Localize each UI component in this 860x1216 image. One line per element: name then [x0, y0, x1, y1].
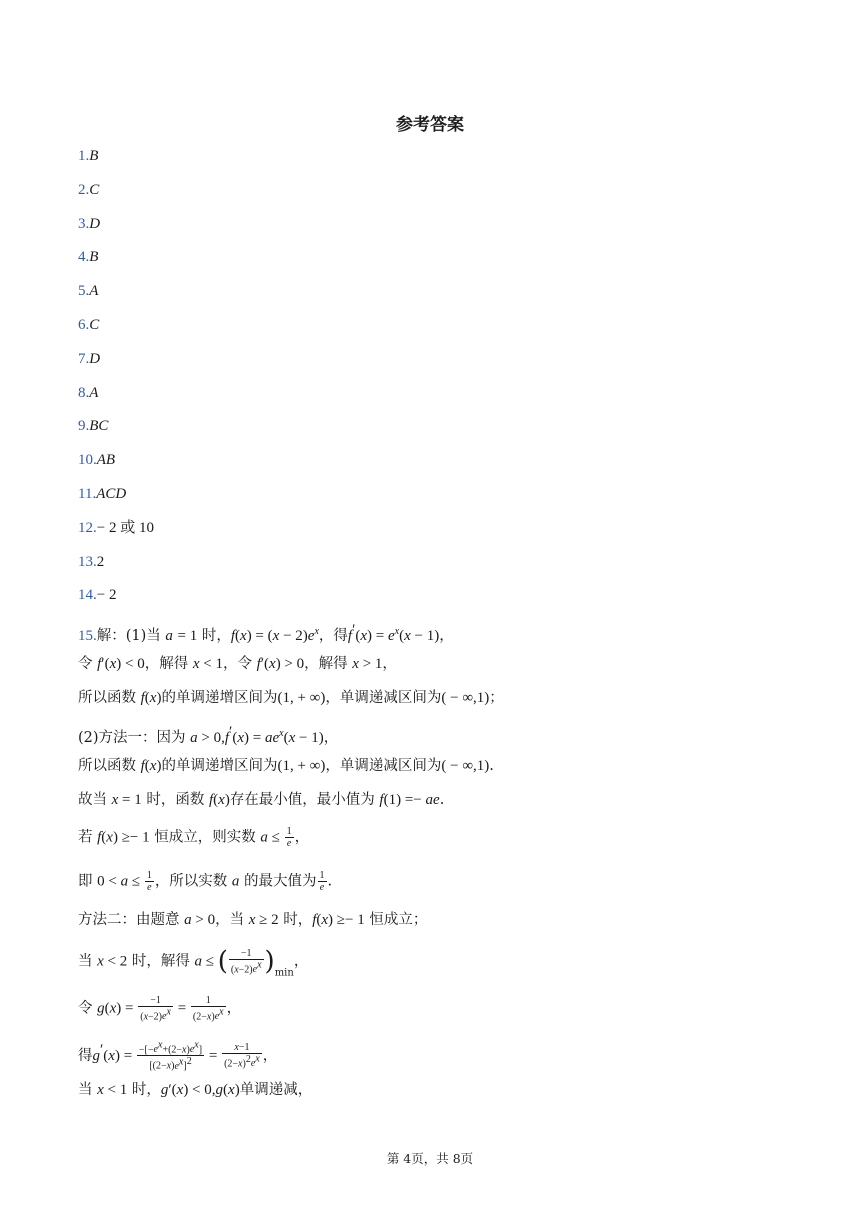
question-number: 13.	[78, 553, 97, 570]
q15-line-3: 所以函数 f(x)的单调递增区间为(1, + ∞)，单调递减区间为( − ∞,1)；	[78, 690, 504, 706]
answer-line	[78, 416, 108, 436]
answer-value: AB	[96, 452, 116, 469]
q15-line-7: 若 f(x) ≥− 1 恒成立，则实数 a ≤ $\frac{1}{e}$ ，	[78, 826, 310, 849]
question-number: 2.	[78, 181, 90, 198]
question-number: 4.	[78, 249, 90, 266]
answer-value: B	[89, 148, 99, 164]
answer-line	[78, 383, 98, 403]
question-number: 15.	[78, 627, 97, 644]
answer-line	[78, 315, 99, 335]
answer-line	[78, 281, 98, 301]
answer-line	[78, 518, 154, 538]
answer-value: ACD	[96, 486, 127, 502]
answer-value: − 2 或 10	[96, 519, 154, 536]
answer-line	[78, 552, 104, 572]
q15-line-1: 15.解：(1)当 a = 1 时，$f(x) = (x - 2)e^x$，得$f'(x) = e^x(x - 1)$，	[78, 622, 454, 644]
answer-line	[78, 247, 98, 267]
question-number: 6.	[78, 317, 90, 333]
question-number: 8.	[78, 384, 90, 401]
answer-value: C	[89, 317, 100, 333]
question-number: 11.	[78, 486, 97, 502]
answer-value: A	[89, 283, 99, 300]
answer-line	[78, 450, 115, 470]
q15-line-11: 令 g(x) = $\frac{-1}{(x-2)e^x}$ = $\frac{1}{(2-x)e^x}$ ，	[78, 995, 242, 1023]
q15-line-6: 故当 x = 1 时，函数 f(x)存在最小值，最小值为 f(1) =− ae.	[78, 792, 445, 808]
answer-line	[78, 180, 99, 200]
q15-line-4: (2)方法一：因为 $a > 0,f'(x) = ae^x(x - 1)$，	[78, 724, 339, 746]
answer-value: B	[89, 249, 99, 266]
question-number: 10.	[78, 452, 97, 469]
answer-value: D	[89, 350, 101, 367]
answer-line	[78, 585, 116, 605]
page-footer: 第 4页，共 8页	[386, 1151, 474, 1166]
question-number: 3.	[78, 215, 90, 232]
question-number: 9.	[78, 418, 90, 435]
answer-line	[78, 214, 100, 234]
question-number: 7.	[78, 350, 90, 367]
answer-value: 2	[96, 553, 105, 570]
q15-line-10: 当 x < 2 时，解得 a ≤ ( $\frac{-1}{(x-2)e^x}$ )$_{min}$，	[78, 946, 309, 979]
answer-value: C	[89, 181, 100, 198]
answer-line	[78, 484, 126, 504]
q15-line-12: 得g′(x) = $\frac{-[-e^x+(2-x)e^x]}{[(2-x)e^x]^2}$ = $\frac{x-1}{(2-x)^2e^x}$ ，	[78, 1040, 278, 1072]
answer-line	[78, 349, 100, 369]
question-number: 14.	[78, 587, 97, 604]
question-number: 5.	[78, 283, 90, 300]
q15-line-2: 令 f′(x) < 0，解得 x < 1，令 f′(x) > 0，解得 x > 1，	[78, 656, 397, 672]
q15-line-8: 即 0 < a ≤ $\frac{1}{e}$ ，所以实数 a 的最大值为 $\frac{1}{e}$ .	[78, 870, 333, 893]
answer-line	[78, 146, 98, 166]
q15-line-13: 当 x < 1 时，g′(x) < 0,g(x)单调递减，	[78, 1082, 313, 1098]
answer-value: A	[89, 384, 99, 401]
q15-line-9: 方法二：由题意 a > 0，当 x ≥ 2 时，f(x) ≥− 1 恒成立；	[78, 912, 428, 928]
answer-value: − 2	[96, 587, 117, 604]
question-number: 12.	[78, 519, 97, 536]
answer-value: D	[89, 215, 101, 232]
page-title: 参考答案	[396, 115, 464, 135]
q15-line-5: 所以函数 f(x)的单调递增区间为(1, + ∞)，单调递减区间为( − ∞,1).	[78, 758, 494, 774]
question-number: 1.	[78, 148, 90, 164]
answer-value: BC	[89, 418, 109, 435]
